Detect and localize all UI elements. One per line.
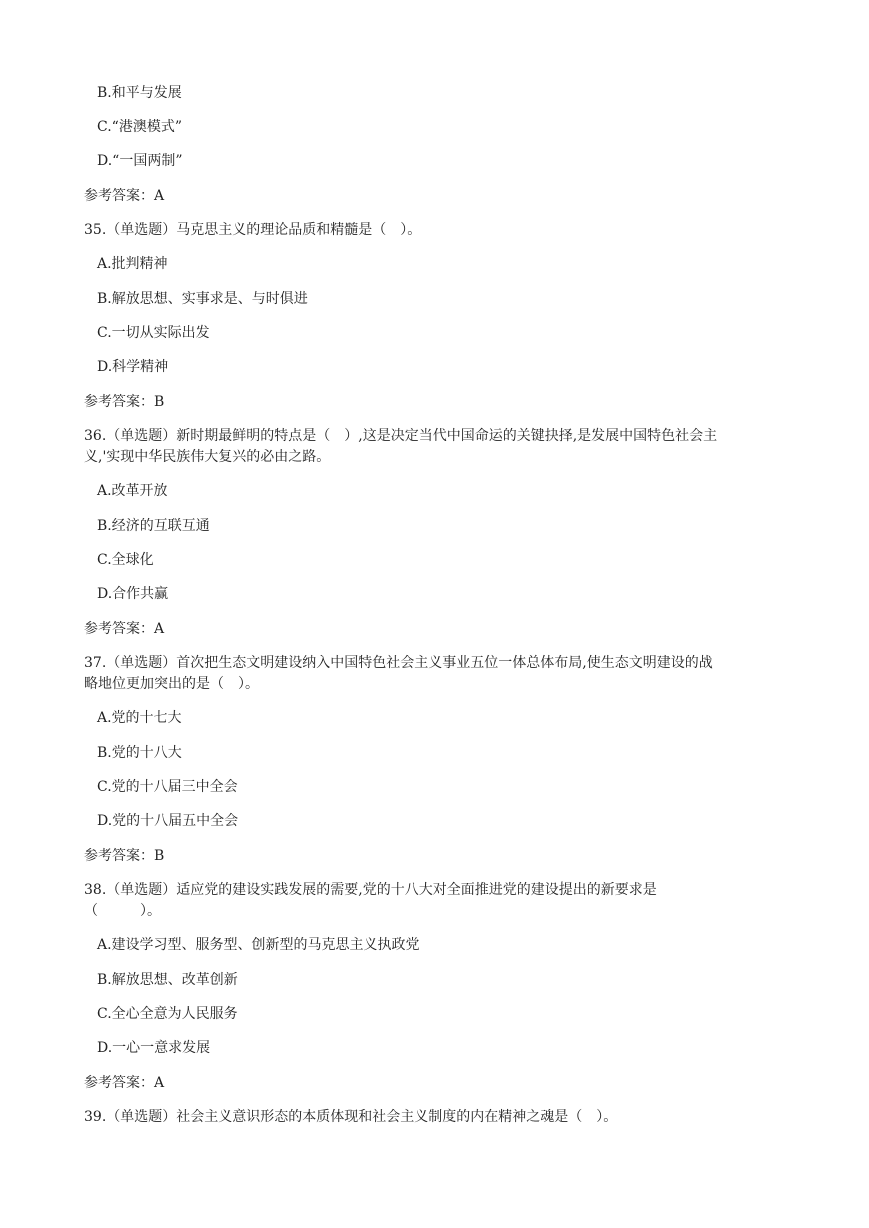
option-d: D.合作共赢: [97, 586, 169, 602]
answer: 参考答案：B: [84, 394, 165, 410]
question-37-line-2: 略地位更加突出的是（ ）。: [84, 676, 259, 692]
option-b: B.党的十八大: [97, 745, 182, 761]
option-a: A.批判精神: [97, 256, 168, 272]
answer: 参考答案：B: [84, 848, 165, 864]
option-b: B.解放思想、实事求是、与时俱进: [97, 291, 308, 307]
question-37-line-1: 37.（单选题）首次把生态文明建设纳入中国特色社会主义事业五位一体总体布局,使生态文明建设的战: [84, 655, 713, 671]
question-38-line-2: （ ）。: [84, 903, 161, 919]
question-38-line-1: 38.（单选题）适应党的建设实践发展的需要,党的十八大对全面推进党的建设提出的新要求是: [84, 882, 657, 898]
question-35: 35.（单选题）马克思主义的理论品质和精髓是（ ）。: [84, 222, 422, 238]
question-39: 39.（单选题）社会主义意识形态的本质体现和社会主义制度的内在精神之魂是（ ）。: [84, 1109, 618, 1125]
option-b: B.经济的互联互通: [97, 518, 210, 534]
answer: 参考答案：A: [84, 621, 165, 637]
option-d: D.一心一意求发展: [97, 1040, 211, 1056]
option-c: C.全心全意为人民服务: [97, 1006, 238, 1022]
option-d: D.科学精神: [97, 359, 169, 375]
answer: 参考答案：A: [84, 1075, 165, 1091]
option-c: C.一切从实际出发: [97, 325, 210, 341]
option-a: A.党的十七大: [97, 710, 182, 726]
question-36-line-2: 义,'实现中华民族伟大复兴的必由之路。: [84, 449, 331, 465]
option-b: B.和平与发展: [97, 85, 182, 101]
question-36-line-1: 36.（单选题）新时期最鲜明的特点是（ ）,这是决定当代中国命运的关键抉择,是发展中国特色社会主: [84, 428, 718, 444]
option-b: B.解放思想、改革创新: [97, 972, 238, 988]
option-d: D.党的十八届五中全会: [97, 813, 239, 829]
option-d: D.“一国两制”: [97, 153, 183, 169]
option-c: C.“港澳模式”: [97, 119, 182, 135]
option-c: C.党的十八届三中全会: [97, 779, 238, 795]
option-a: A.建设学习型、服务型、创新型的马克思主义执政党: [97, 937, 420, 953]
answer: 参考答案：A: [84, 188, 165, 204]
option-a: A.改革开放: [97, 483, 168, 499]
option-c: C.全球化: [97, 552, 154, 568]
